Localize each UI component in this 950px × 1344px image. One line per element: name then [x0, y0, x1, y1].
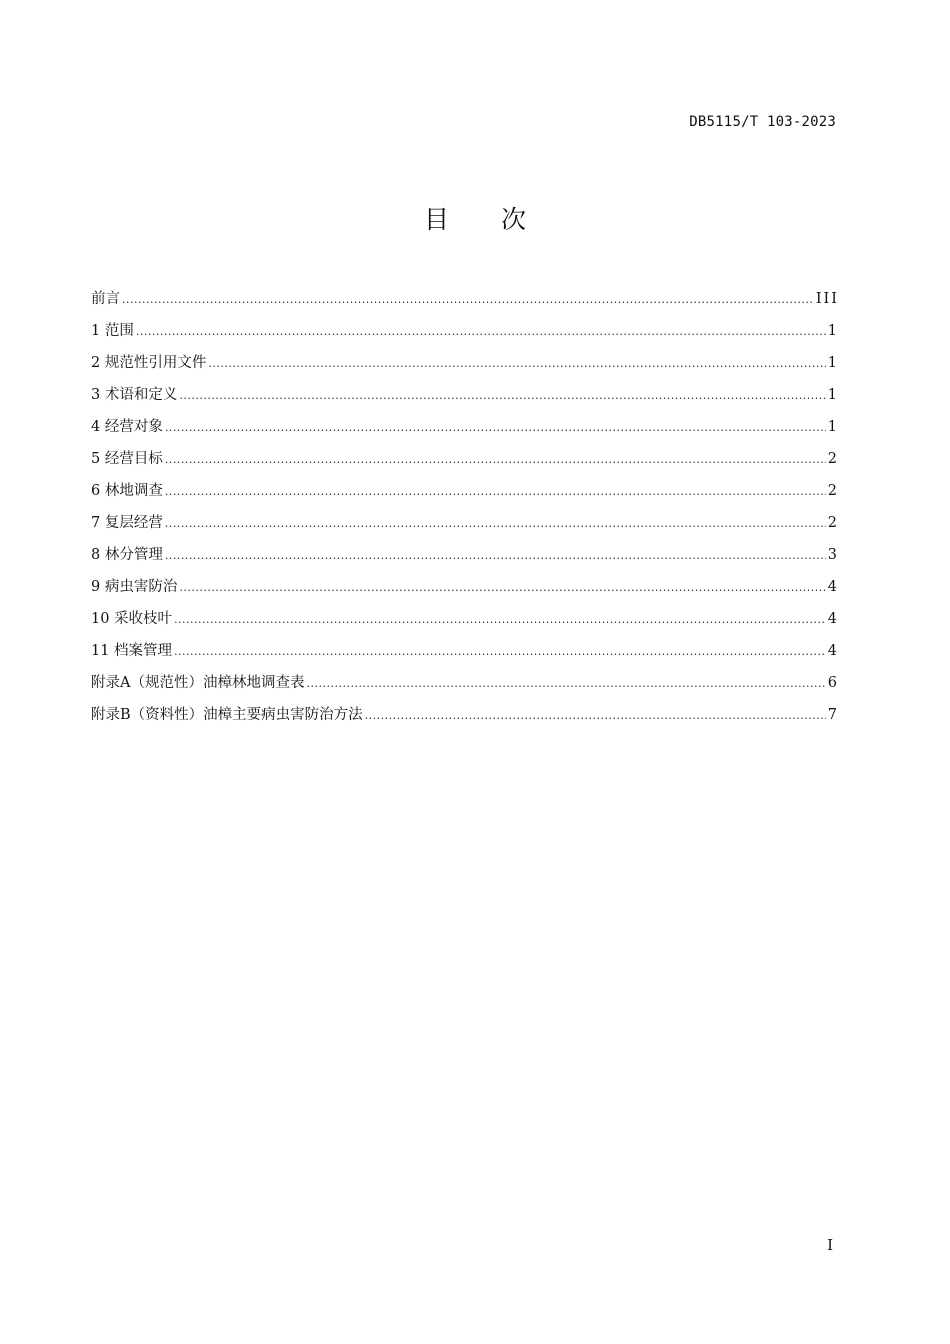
toc-entry-appendix-b[interactable] — [91, 704, 837, 736]
toc-leader-dots — [179, 577, 825, 599]
toc-entry-page: III — [815, 291, 839, 307]
toc-entry-page: 2 — [827, 483, 839, 499]
toc-entry-page: 6 — [827, 675, 839, 691]
toc-leader-dots — [174, 609, 826, 631]
toc-entry-label: 附录A（规范性）油樟林地调查表 — [91, 675, 305, 691]
toc-entry-scope[interactable] — [91, 320, 837, 352]
toc-entry-label: 附录B（资料性）油樟主要病虫害防治方法 — [91, 707, 363, 723]
toc-entry-page: 4 — [827, 611, 839, 627]
toc-leader-dots — [179, 385, 825, 407]
toc-leader-dots — [165, 481, 826, 503]
page-number: I — [827, 1236, 833, 1254]
toc-leader-dots — [174, 641, 826, 663]
toc-entry-stand-management[interactable] — [91, 544, 837, 576]
toc-entry-label: 4 经营对象 — [91, 419, 163, 435]
toc-leader-dots — [165, 513, 826, 535]
toc-entry-label: 5 经营目标 — [91, 451, 163, 467]
toc-entry-terms-definitions[interactable] — [91, 384, 837, 416]
toc-entry-page: 1 — [827, 355, 839, 371]
toc-entry-management-object[interactable] — [91, 416, 837, 448]
toc-entry-label: 6 林地调查 — [91, 483, 163, 499]
toc-entry-label: 11 档案管理 — [91, 643, 173, 659]
toc-entry-forest-survey[interactable] — [91, 480, 837, 512]
toc-entry-foreword[interactable] — [91, 288, 837, 320]
toc-entry-label: 7 复层经营 — [91, 515, 163, 531]
toc-entry-page: 4 — [827, 579, 839, 595]
toc-entry-page: 4 — [827, 643, 839, 659]
toc-entry-harvest-branches[interactable] — [91, 608, 837, 640]
document-code: DB5115/T 103-2023 — [689, 114, 836, 130]
table-of-contents — [91, 288, 837, 736]
toc-entry-label: 10 采收枝叶 — [91, 611, 173, 627]
toc-leader-dots — [136, 321, 826, 343]
toc-entry-pest-control[interactable] — [91, 576, 837, 608]
toc-entry-page: 3 — [827, 547, 839, 563]
toc-leader-dots — [165, 417, 826, 439]
toc-entry-label: 3 术语和定义 — [91, 387, 178, 403]
toc-leader-dots — [365, 705, 826, 727]
toc-entry-appendix-a[interactable] — [91, 672, 837, 704]
toc-leader-dots — [122, 289, 814, 311]
toc-leader-dots — [208, 353, 825, 375]
toc-entry-page: 1 — [827, 419, 839, 435]
toc-leader-dots — [306, 673, 825, 695]
page-title-char-1: 目 — [423, 205, 449, 234]
toc-entry-page: 2 — [827, 451, 839, 467]
toc-entry-label: 1 范围 — [91, 323, 134, 339]
page-title — [0, 200, 950, 236]
toc-entry-label: 前言 — [91, 291, 120, 307]
toc-entry-label: 8 林分管理 — [91, 547, 163, 563]
toc-leader-dots — [165, 545, 826, 567]
toc-entry-multilayer-management[interactable] — [91, 512, 837, 544]
toc-entry-management-goal[interactable] — [91, 448, 837, 480]
toc-entry-page: 1 — [827, 387, 839, 403]
toc-entry-page: 2 — [827, 515, 839, 531]
toc-entry-page: 7 — [827, 707, 839, 723]
toc-entry-archive-management[interactable] — [91, 640, 837, 672]
toc-entry-normative-references[interactable] — [91, 352, 837, 384]
page-title-char-2: 次 — [501, 205, 527, 234]
toc-leader-dots — [165, 449, 826, 471]
toc-entry-label: 9 病虫害防治 — [91, 579, 178, 595]
toc-entry-page: 1 — [827, 323, 839, 339]
toc-entry-label: 2 规范性引用文件 — [91, 355, 207, 371]
